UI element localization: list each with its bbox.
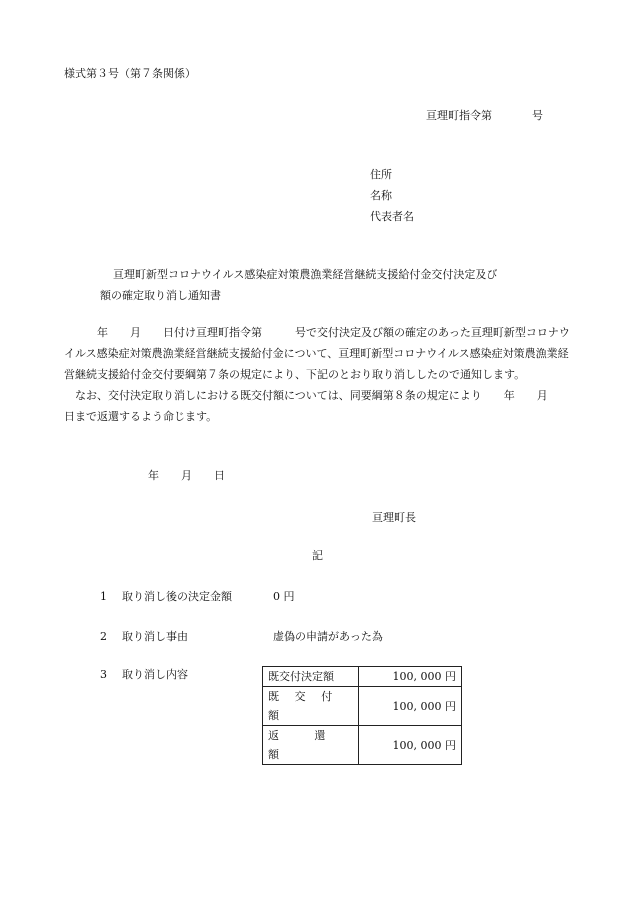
document-title [100,264,498,306]
addressee-block [370,164,414,227]
title-line-1: 亘理町新型コロナウイルス感染症対策農漁業経営継続支援給付金交付決定及び [113,268,498,281]
table-cell-value: 100, 000 円 [359,667,462,687]
item-number: 1 [100,590,107,603]
issue-number [426,107,543,123]
table-row [263,726,462,765]
date-line: 年 月 日 [148,469,225,482]
item-cancel-content [100,666,188,682]
item-label: 取り消し内容 [122,668,188,681]
item-label: 取り消し事由 [122,630,188,643]
signature: 亘理町長 [372,511,416,524]
title-line-2: 額の確定取り消し通知書 [100,289,221,302]
table-cell-value: 100, 000 円 [359,687,462,726]
issue-number-suffix: 号 [532,109,543,122]
table-cell-label: 返 還 額 [263,726,359,765]
form-number: 様式第３号（第７条関係） [64,67,196,80]
table-row [263,667,462,687]
item-label: 取り消し後の決定金額 [122,590,232,603]
body-paragraph-2: なお、交付決定取り消しにおける既交付額については、同要綱第８条の規定により 年 月 日まで返還するよう命じます。 [64,389,570,423]
item-value: 虚偽の申請があった為 [273,630,383,643]
record-heading: 記 [312,549,323,562]
address-label: 住所 [370,168,392,181]
table-cell-label: 既 交 付 額 [263,687,359,726]
item-decided-amount [100,588,295,604]
name-label: 名称 [370,189,392,202]
amount-table [262,666,462,765]
table-cell-label: 既交付決定額 [263,667,359,687]
body-paragraph-1: 年 月 日付け亘理町指令第 号で交付決定及び額の確定のあった亘理町新型コロナウイルス感染症対策農漁業経営継続支援給付金について、亘理町新型コロナウイルス感染症対策農漁業経営継続支援給付金交付要綱第７条の規定により、下記のとおり取り消ししたので通知します。 [64,326,570,381]
issue-number-prefix: 亘理町指令第 [426,109,492,122]
item-number: 3 [100,668,107,681]
table-row [263,687,462,726]
table-cell-value: 100, 000 円 [359,726,462,765]
representative-label: 代表者名 [370,210,414,223]
body-text [64,322,574,427]
item-number: 2 [100,630,107,643]
item-value: 0 円 [273,590,295,603]
item-cancel-reason [100,628,383,644]
